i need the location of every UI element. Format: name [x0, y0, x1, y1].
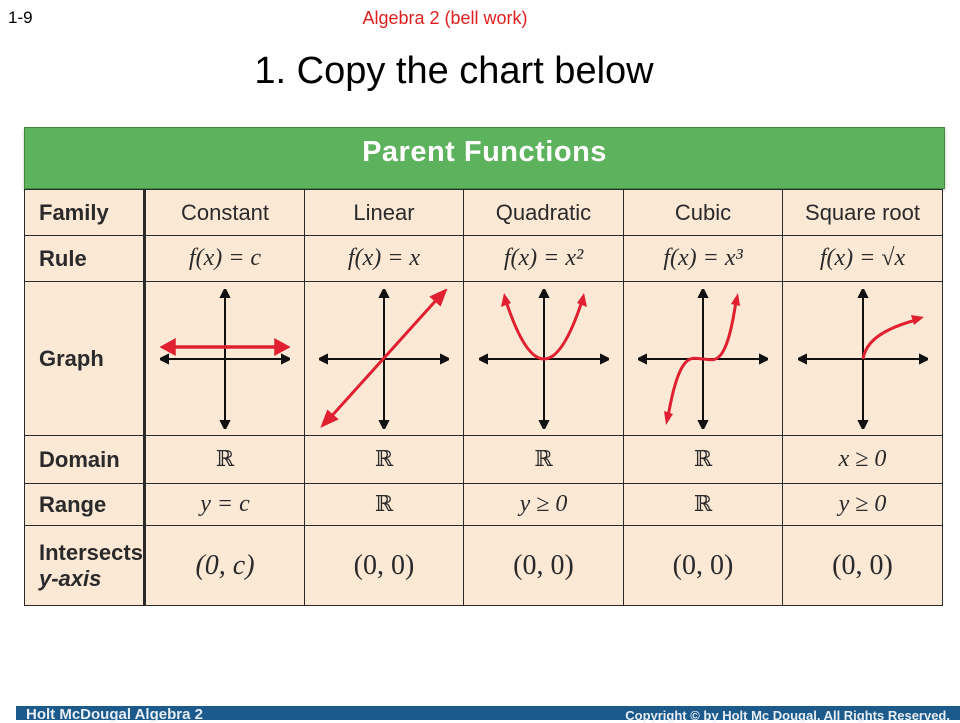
- graph-cell: [305, 282, 464, 436]
- footer-publisher: Holt McDougal Algebra 2: [26, 706, 203, 723]
- table-row-graph: [25, 282, 943, 436]
- table-row-intersects: [25, 526, 943, 606]
- row-label-range: Range: [25, 484, 145, 526]
- family-cell: Cubic: [624, 190, 783, 236]
- table-row-rule: [25, 236, 943, 282]
- footer-copyright: Copyright © by Holt Mc Dougal. All Rights Reserved.: [625, 708, 950, 723]
- domain-cell: ℝ: [464, 436, 624, 484]
- domain-cell: ℝ: [145, 436, 305, 484]
- banner-title: Parent Functions: [362, 136, 607, 168]
- table-row-family: [25, 190, 943, 236]
- course-title: Algebra 2 (bell work): [362, 8, 528, 28]
- rule-cell: f(x) = √x: [783, 236, 943, 282]
- row-label-intersects-line2: y-axis: [39, 565, 102, 591]
- domain-cell: x ≥ 0: [783, 436, 943, 484]
- rule-cell: f(x) = x³: [624, 236, 783, 282]
- linear-graph: [319, 289, 449, 429]
- range-cell: y ≥ 0: [783, 484, 943, 526]
- parent-functions-table: [24, 189, 942, 605]
- constant-graph: [160, 289, 290, 429]
- family-cell: Square root: [783, 190, 943, 236]
- intersect-cell: (0, c): [145, 526, 305, 606]
- row-label-graph: Graph: [25, 282, 145, 436]
- square-root-graph: [798, 289, 928, 429]
- table-row-range: [25, 484, 943, 526]
- intersect-cell: (0, 0): [624, 526, 783, 606]
- domain-cell: ℝ: [305, 436, 464, 484]
- row-label-intersects-line1: Intersects: [39, 539, 143, 565]
- quadratic-graph: [479, 289, 609, 429]
- lesson-number: 1-9: [8, 8, 33, 27]
- range-cell: y = c: [145, 484, 305, 526]
- intersect-cell: (0, 0): [305, 526, 464, 606]
- row-label-intersects: [25, 526, 145, 606]
- range-cell: ℝ: [305, 484, 464, 526]
- range-cell: ℝ: [624, 484, 783, 526]
- row-label-family: Family: [25, 190, 145, 236]
- page-title: 1. Copy the chart below: [254, 50, 654, 92]
- rule-cell: f(x) = c: [145, 236, 305, 282]
- graph-cell: [464, 282, 624, 436]
- footer-bar: [16, 706, 960, 723]
- domain-cell: ℝ: [624, 436, 783, 484]
- intersect-cell: (0, 0): [464, 526, 624, 606]
- cubic-graph: [638, 289, 768, 429]
- row-label-rule: Rule: [25, 236, 145, 282]
- rule-cell: f(x) = x: [305, 236, 464, 282]
- graph-cell: [624, 282, 783, 436]
- row-label-domain: Domain: [25, 436, 145, 484]
- graph-cell: [145, 282, 305, 436]
- family-cell: Quadratic: [464, 190, 624, 236]
- table: [24, 189, 943, 606]
- rule-cell: f(x) = x²: [464, 236, 624, 282]
- graph-cell: [783, 282, 943, 436]
- family-cell: Constant: [145, 190, 305, 236]
- family-cell: Linear: [305, 190, 464, 236]
- range-cell: y ≥ 0: [464, 484, 624, 526]
- table-banner: [24, 127, 945, 189]
- intersect-cell: (0, 0): [783, 526, 943, 606]
- table-row-domain: [25, 436, 943, 484]
